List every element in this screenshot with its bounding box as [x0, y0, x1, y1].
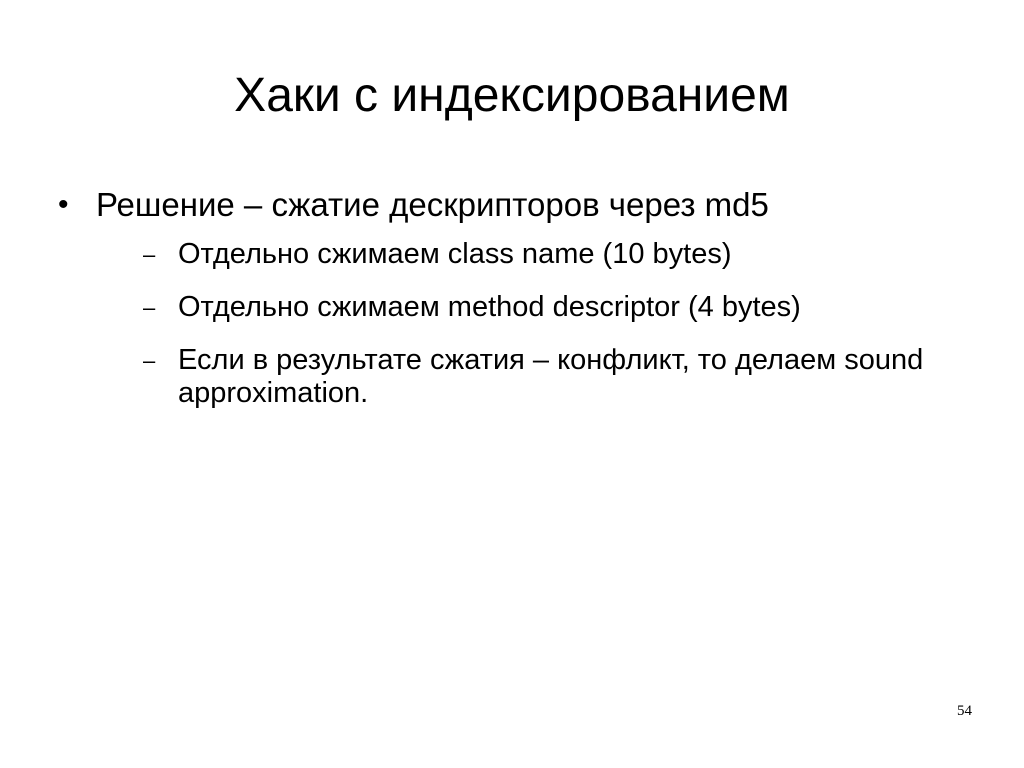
sub-list-item	[96, 291, 988, 324]
sub-item-text: Отдельно сжимаем class name (10 bytes)	[178, 238, 732, 270]
dash-icon: –	[143, 295, 156, 320]
slide-title: Хаки с индексированием	[234, 69, 790, 122]
dash-icon: –	[143, 242, 156, 267]
page-number: 54	[957, 703, 972, 719]
sub-item-text: Отдельно сжимаем method descriptor (4 bytes)	[178, 291, 801, 323]
sub-list-item	[96, 344, 988, 410]
bullet-text: Решение – сжатие дескрипторов через md5	[96, 186, 769, 223]
sub-list	[96, 238, 988, 410]
bullet-list	[58, 180, 988, 430]
sub-item-text: Если в результате сжатия – конфликт, то делаем sound approximation.	[178, 344, 924, 409]
bullet-item	[58, 180, 988, 410]
dash-icon: –	[143, 348, 156, 373]
bullet-dot-icon: •	[58, 188, 69, 221]
sub-list-item	[96, 238, 988, 271]
